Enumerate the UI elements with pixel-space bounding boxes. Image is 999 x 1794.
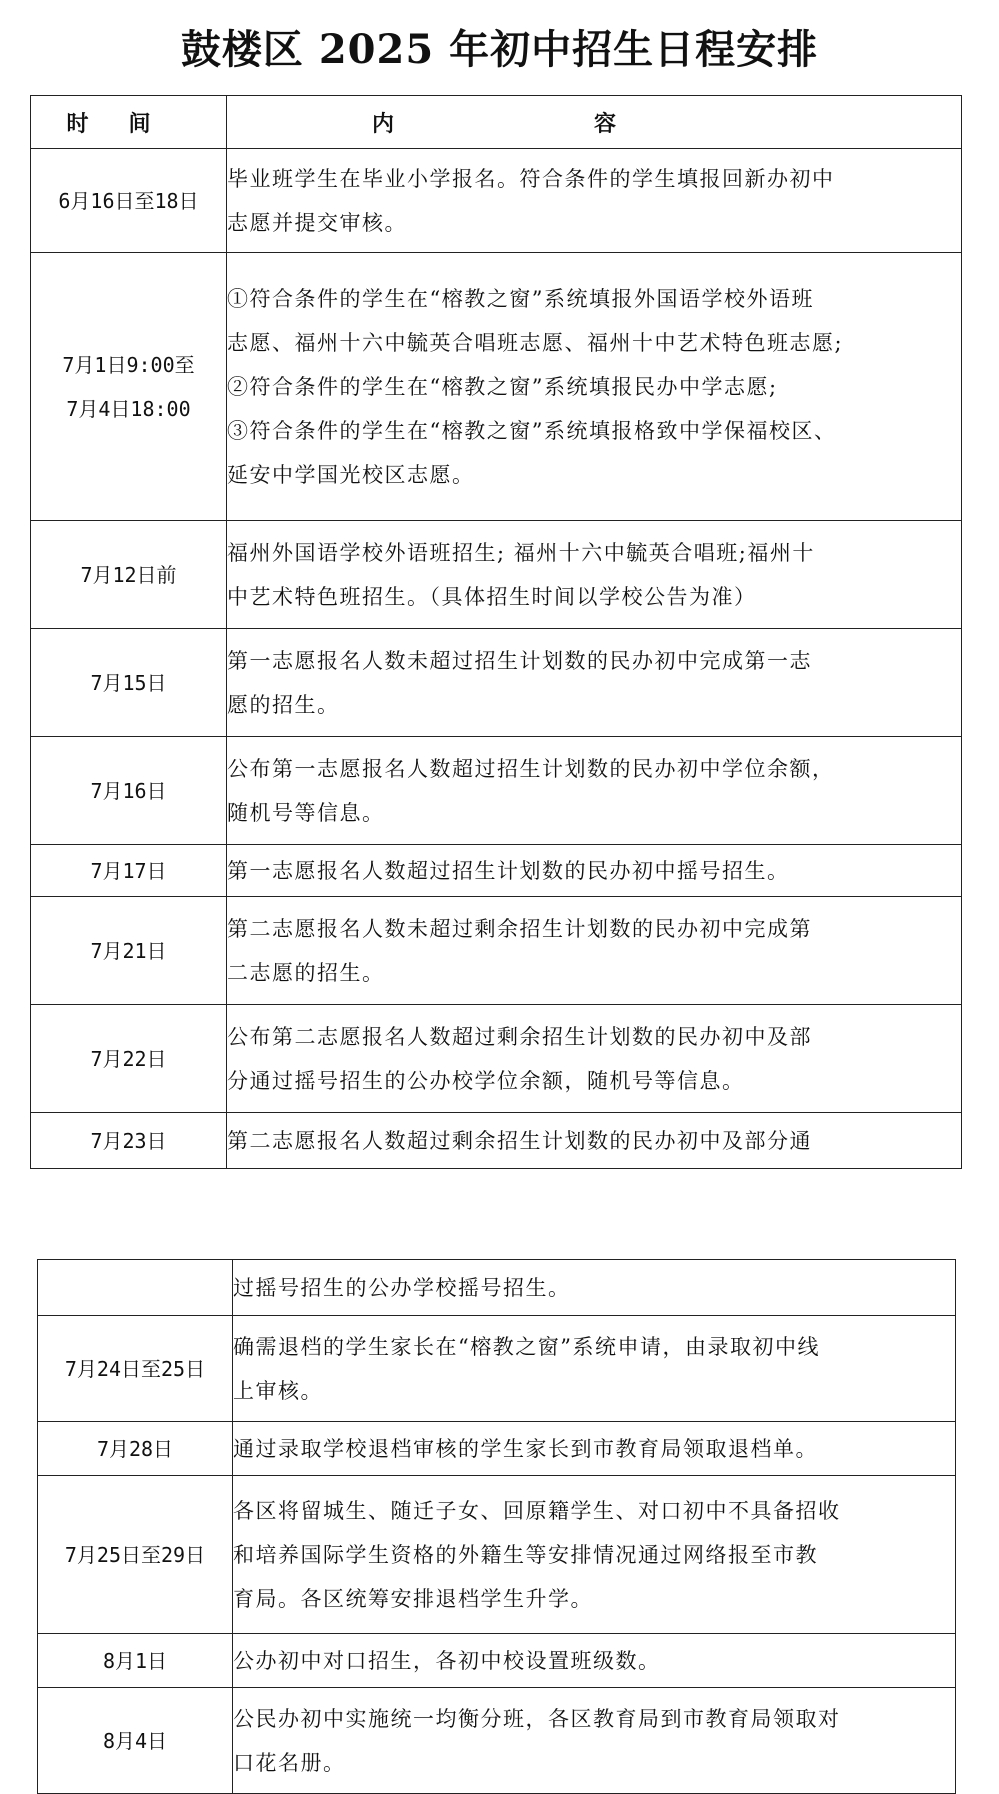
row-content (227, 629, 962, 737)
table-header-row (31, 96, 962, 149)
content-line: 口花名册。 (233, 1750, 346, 1775)
header-content: 内容 (227, 96, 962, 149)
row-time: 7月21日 (31, 897, 227, 1005)
row-time: 8月1日 (38, 1634, 233, 1688)
document-title: 鼓楼区 2025 年初中招生日程安排 (180, 26, 819, 73)
content-line: 志愿并提交审核。 (227, 210, 407, 235)
content-line: ②符合条件的学生在“榕教之窗”系统填报民办中学志愿; (227, 374, 778, 399)
table-row (38, 1260, 956, 1316)
row-content (227, 1005, 962, 1113)
content-line: 愿的招生。 (227, 692, 340, 717)
row-content (233, 1316, 956, 1422)
content-line: 公办初中对口招生，各初中校设置班级数。 (233, 1648, 661, 1673)
row-time (38, 1260, 233, 1316)
content-line: 福州外国语学校外语班招生; 福州十六中毓英合唱班;福州十 (227, 540, 815, 565)
row-content (227, 737, 962, 845)
content-line: ③符合条件的学生在“榕教之窗”系统填报格致中学保福校区、 (227, 418, 837, 443)
table-row (31, 1113, 962, 1169)
row-time (31, 253, 227, 521)
row-time: 7月12日前 (31, 521, 227, 629)
row-time: 7月22日 (31, 1005, 227, 1113)
row-time: 8月4日 (38, 1688, 233, 1794)
row-time: 7月15日 (31, 629, 227, 737)
row-time: 7月16日 (31, 737, 227, 845)
time-line: 7月1日9:00至 (62, 352, 195, 377)
row-content (227, 897, 962, 1005)
content-line: 过摇号招生的公办学校摇号招生。 (233, 1275, 571, 1300)
content-line: 毕业班学生在毕业小学报名。符合条件的学生填报回新办初中 (227, 166, 835, 191)
schedule-table-page-2 (37, 1259, 956, 1794)
row-content (227, 845, 962, 897)
table-row (31, 149, 962, 253)
header-time: 时间 (31, 96, 227, 149)
content-line: 公民办初中实施统一均衡分班，各区教育局到市教育局领取对 (233, 1706, 841, 1731)
content-line: 第一志愿报名人数超过招生计划数的民办初中摇号招生。 (227, 858, 790, 883)
content-line: 志愿、福州十六中毓英合唱班志愿、福州十中艺术特色班志愿; (227, 330, 844, 355)
content-line: 通过录取学校退档审核的学生家长到市教育局领取退档单。 (233, 1436, 818, 1461)
row-content (227, 521, 962, 629)
content-line: 二志愿的招生。 (227, 960, 385, 985)
content-line: 延安中学国光校区志愿。 (227, 462, 475, 487)
table-row (31, 253, 962, 521)
table-row (31, 845, 962, 897)
content-line: 公布第二志愿报名人数超过剩余招生计划数的民办初中及部 (227, 1024, 812, 1049)
content-line: 中艺术特色班招生。（具体招生时间以学校公告为准） (227, 584, 757, 609)
content-line: 随机号等信息。 (227, 800, 385, 825)
content-line: 第二志愿报名人数超过剩余招生计划数的民办初中及部分通 (227, 1128, 812, 1153)
row-time: 7月28日 (38, 1422, 233, 1476)
content-line: 第一志愿报名人数未超过招生计划数的民办初中完成第一志 (227, 648, 812, 673)
row-time: 7月25日至29日 (38, 1476, 233, 1634)
table-row (31, 629, 962, 737)
table-row (31, 521, 962, 629)
content-line: 第二志愿报名人数未超过剩余招生计划数的民办初中完成第 (227, 916, 812, 941)
row-content (233, 1422, 956, 1476)
table-row (38, 1476, 956, 1634)
row-time: 7月24日至25日 (38, 1316, 233, 1422)
content-line: 各区将留城生、随迁子女、回原籍学生、对口初中不具备招收 (233, 1498, 841, 1523)
content-line: 上审核。 (233, 1378, 323, 1403)
row-content (233, 1260, 956, 1316)
row-content (233, 1476, 956, 1634)
table-row (38, 1316, 956, 1422)
table-row (31, 1005, 962, 1113)
time-line: 7月4日18:00 (66, 396, 191, 421)
row-content (233, 1688, 956, 1794)
content-line: 确需退档的学生家长在“榕教之窗”系统申请，由录取初中线 (233, 1334, 820, 1359)
table-row (31, 897, 962, 1005)
schedule-table-page-1 (30, 95, 962, 1169)
row-time: 7月23日 (31, 1113, 227, 1169)
row-time: 7月17日 (31, 845, 227, 897)
row-content (227, 253, 962, 521)
row-content (227, 1113, 962, 1169)
table-row (38, 1422, 956, 1476)
row-content (233, 1634, 956, 1688)
table-row (31, 737, 962, 845)
content-line: 分通过摇号招生的公办校学位余额，随机号等信息。 (227, 1068, 745, 1093)
content-line: 和培养国际学生资格的外籍生等安排情况通过网络报至市教 (233, 1542, 818, 1567)
content-line: 育局。各区统筹安排退档学生升学。 (233, 1586, 593, 1611)
table-row (38, 1688, 956, 1794)
content-line: 公布第一志愿报名人数超过招生计划数的民办初中学位余额， (227, 756, 835, 781)
table-row (38, 1634, 956, 1688)
row-content (227, 149, 962, 253)
row-time: 6月16日至18日 (31, 149, 227, 253)
content-line: ①符合条件的学生在“榕教之窗”系统填报外国语学校外语班 (227, 286, 814, 311)
